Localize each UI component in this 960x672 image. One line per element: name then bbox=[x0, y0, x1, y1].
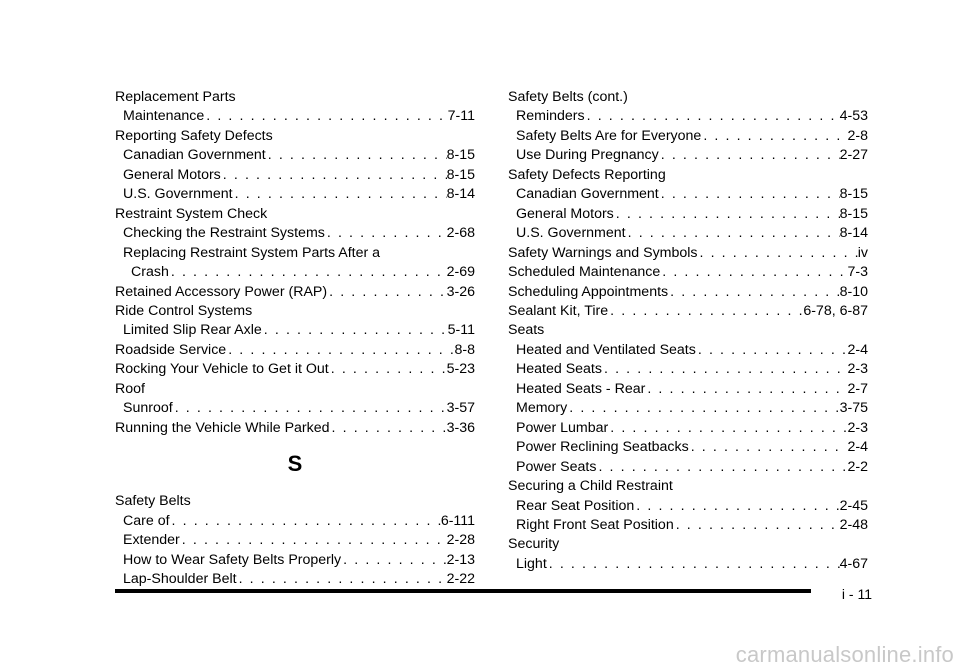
index-line bbox=[115, 360, 475, 379]
index-entry bbox=[115, 127, 475, 205]
index-line bbox=[508, 146, 868, 165]
index-line bbox=[115, 283, 475, 302]
dot-leader bbox=[585, 107, 840, 126]
index-line bbox=[508, 205, 868, 224]
index-label: Care of bbox=[123, 512, 170, 529]
dot-leader bbox=[180, 531, 447, 550]
index-label: Canadian Government bbox=[123, 147, 266, 164]
dot-leader bbox=[262, 321, 448, 340]
index-heading: Reporting Safety Defects bbox=[115, 127, 273, 144]
dot-leader bbox=[696, 341, 848, 360]
dot-leader bbox=[645, 380, 847, 399]
page-reference: 2-28 bbox=[446, 532, 475, 549]
section-letter: S bbox=[287, 451, 303, 477]
dot-leader bbox=[221, 166, 447, 185]
page-reference: 2-22 bbox=[446, 570, 475, 587]
index-label: Retained Accessory Power (RAP) bbox=[115, 283, 328, 300]
index-line bbox=[115, 419, 475, 438]
dot-leader bbox=[634, 497, 839, 516]
page-reference: 8-14 bbox=[839, 225, 868, 242]
page-reference: 4-67 bbox=[839, 555, 868, 572]
index-line bbox=[508, 263, 868, 282]
page-reference: 2-68 bbox=[446, 225, 475, 242]
dot-leader bbox=[674, 516, 840, 535]
index-line bbox=[508, 419, 868, 438]
index-line bbox=[508, 438, 868, 457]
page-reference: 2-8 bbox=[847, 127, 868, 144]
page-reference: 8-14 bbox=[446, 186, 475, 203]
index-entry bbox=[115, 419, 475, 438]
dot-leader bbox=[329, 360, 447, 379]
page-reference: 2-27 bbox=[839, 147, 868, 164]
index-line bbox=[115, 570, 475, 589]
index-label: U.S. Government bbox=[123, 186, 233, 203]
page-reference: 6-111 bbox=[440, 512, 475, 529]
index-label: U.S. Government bbox=[516, 225, 626, 242]
dot-leader bbox=[173, 399, 447, 418]
dot-leader bbox=[341, 551, 446, 570]
index-line bbox=[508, 302, 868, 321]
page-reference: 2-45 bbox=[839, 497, 868, 514]
index-entry bbox=[508, 535, 868, 574]
index-label: Reminders bbox=[516, 108, 585, 125]
index-line bbox=[115, 512, 475, 531]
index-label: Extender bbox=[123, 532, 180, 549]
index-heading: Safety Belts (cont.) bbox=[508, 89, 628, 105]
index-line bbox=[508, 497, 868, 516]
dot-leader bbox=[608, 302, 803, 321]
page-reference: 3-26 bbox=[446, 283, 475, 300]
index-line bbox=[115, 166, 475, 185]
index-heading: Roof bbox=[115, 380, 145, 397]
index-line bbox=[508, 244, 868, 263]
index-entry bbox=[115, 302, 475, 341]
page-reference: iv bbox=[857, 244, 868, 261]
index-line bbox=[508, 185, 868, 204]
page-reference: 2-13 bbox=[446, 551, 475, 568]
index-line bbox=[508, 127, 868, 146]
index-label: Sunroof bbox=[123, 400, 173, 417]
page-reference: 8-15 bbox=[446, 166, 475, 183]
index-label: General Motors bbox=[516, 205, 614, 222]
dot-leader bbox=[330, 419, 447, 438]
index-entry bbox=[508, 477, 868, 535]
index-label: General Motors bbox=[123, 166, 221, 183]
index-line bbox=[115, 321, 475, 340]
index-label: Memory bbox=[516, 400, 568, 417]
page-reference: 2-48 bbox=[839, 516, 868, 533]
dot-leader bbox=[266, 146, 447, 165]
footer-rule bbox=[115, 589, 811, 593]
index-entry bbox=[508, 88, 868, 166]
page-number: i - 11 bbox=[841, 586, 872, 602]
index-label: Scheduled Maintenance bbox=[508, 264, 661, 281]
dot-leader bbox=[237, 570, 447, 589]
index-label: Power Seats bbox=[516, 458, 597, 475]
index-label: Use During Pregnancy bbox=[516, 147, 659, 164]
index-line bbox=[115, 263, 475, 282]
index-line bbox=[508, 341, 868, 360]
dot-leader bbox=[626, 224, 840, 243]
index-heading: Securing a Child Restraint bbox=[508, 478, 673, 495]
page-reference: 5-23 bbox=[446, 361, 475, 378]
index-label: Safety Warnings and Symbols bbox=[508, 244, 698, 261]
page-reference: 2-3 bbox=[847, 361, 868, 378]
page-reference: 2-4 bbox=[847, 439, 868, 456]
index-label: Light bbox=[516, 555, 547, 572]
index-heading: Security bbox=[508, 536, 560, 553]
index-line bbox=[508, 399, 868, 418]
index-line bbox=[115, 146, 475, 165]
dot-leader bbox=[602, 360, 848, 379]
index-label: Power Lumbar bbox=[516, 419, 609, 436]
index-entry bbox=[115, 341, 475, 360]
index-line bbox=[508, 380, 868, 399]
dot-leader bbox=[698, 244, 858, 263]
watermark: carmanualsonline.info bbox=[735, 642, 954, 667]
page-reference: 5-11 bbox=[447, 322, 475, 339]
index-label: Checking the Restraint Systems bbox=[123, 225, 325, 242]
index-label: Roadside Service bbox=[115, 341, 227, 358]
dot-leader bbox=[701, 127, 847, 146]
index-label: Power Reclining Seatbacks bbox=[516, 439, 689, 456]
page-reference: 2-3 bbox=[847, 419, 868, 436]
index-entry bbox=[508, 166, 868, 244]
page-reference: 7-11 bbox=[447, 108, 475, 125]
index-line bbox=[508, 224, 868, 243]
index-label: Sealant Kit, Tire bbox=[508, 302, 609, 319]
index-line bbox=[508, 516, 868, 535]
index-heading: Ride Control Systems bbox=[115, 302, 253, 319]
page-reference: 4-53 bbox=[839, 108, 868, 125]
index-label: Right Front Seat Position bbox=[516, 516, 674, 533]
index-entry bbox=[508, 302, 868, 321]
index-entry bbox=[508, 263, 868, 282]
index-heading: Replacement Parts bbox=[115, 89, 236, 105]
dot-leader bbox=[169, 263, 447, 282]
dot-leader bbox=[608, 419, 847, 438]
dot-leader bbox=[614, 205, 840, 224]
page-reference: 6-78, 6-87 bbox=[803, 302, 868, 319]
index-entry bbox=[508, 321, 868, 477]
index-line bbox=[115, 341, 475, 360]
page-reference: 7-3 bbox=[847, 264, 868, 281]
dot-leader bbox=[659, 185, 840, 204]
dot-leader bbox=[170, 512, 441, 531]
page-reference: 3-36 bbox=[446, 419, 475, 436]
index-line bbox=[115, 224, 475, 243]
dot-leader bbox=[233, 185, 447, 204]
index-line bbox=[115, 107, 475, 126]
index-line bbox=[508, 360, 868, 379]
index-label: Scheduling Appointments bbox=[508, 283, 669, 300]
index-heading: Restraint System Check bbox=[115, 205, 268, 222]
dot-leader bbox=[325, 224, 447, 243]
index-heading: Seats bbox=[508, 322, 545, 339]
index-entry bbox=[115, 360, 475, 379]
index-label: Crash bbox=[131, 264, 169, 281]
page-reference: 8-15 bbox=[446, 147, 475, 164]
page-reference: 8-10 bbox=[839, 283, 868, 300]
index-label: Maintenance bbox=[123, 108, 205, 125]
index-label: Limited Slip Rear Axle bbox=[123, 322, 262, 339]
index-entry bbox=[508, 283, 868, 302]
index-label: How to Wear Safety Belts Properly bbox=[123, 551, 342, 568]
page-reference: 2-69 bbox=[446, 264, 475, 281]
page-reference: 3-75 bbox=[839, 400, 868, 417]
dot-leader bbox=[689, 438, 848, 457]
index-line bbox=[508, 107, 868, 126]
index-label: Safety Belts Are for Everyone bbox=[516, 127, 702, 144]
index-label: Rear Seat Position bbox=[516, 497, 635, 514]
dot-leader bbox=[659, 146, 840, 165]
index-entry bbox=[508, 244, 868, 263]
index-line bbox=[508, 555, 868, 574]
page-reference: 2-2 bbox=[847, 458, 868, 475]
dot-leader bbox=[567, 399, 839, 418]
index-entry bbox=[115, 88, 475, 127]
index-heading: Safety Belts bbox=[115, 493, 191, 510]
page-reference: 3-57 bbox=[446, 400, 475, 417]
index-label: Heated and Ventilated Seats bbox=[516, 341, 696, 358]
index-entry bbox=[115, 380, 475, 419]
index-label: Canadian Government bbox=[516, 186, 659, 203]
index-subheading: Replacing Restraint System Parts After a bbox=[123, 244, 381, 261]
dot-leader bbox=[204, 107, 447, 126]
dot-leader bbox=[668, 283, 839, 302]
index-column-left bbox=[115, 88, 475, 589]
index-line bbox=[115, 531, 475, 550]
page-reference: 2-7 bbox=[847, 380, 868, 397]
page-reference: 8-15 bbox=[839, 205, 868, 222]
dot-leader bbox=[547, 555, 840, 574]
index-line bbox=[508, 283, 868, 302]
index-heading: Safety Defects Reporting bbox=[508, 166, 666, 183]
dot-leader bbox=[596, 458, 847, 477]
page-reference: 2-4 bbox=[847, 341, 868, 358]
index-label: Lap-Shoulder Belt bbox=[123, 570, 237, 587]
index-line bbox=[115, 185, 475, 204]
index-line bbox=[115, 551, 475, 570]
dot-leader bbox=[660, 263, 847, 282]
page-reference: 8-15 bbox=[839, 186, 868, 203]
index-line bbox=[115, 399, 475, 418]
page-reference: 8-8 bbox=[454, 341, 475, 358]
dot-leader bbox=[226, 341, 454, 360]
index-entry bbox=[115, 492, 475, 589]
index-column-right bbox=[508, 88, 868, 574]
index-label: Heated Seats - Rear bbox=[516, 380, 646, 397]
index-entry bbox=[115, 205, 475, 283]
index-line bbox=[508, 458, 868, 477]
index-entry bbox=[115, 283, 475, 302]
dot-leader bbox=[327, 283, 446, 302]
index-label: Running the Vehicle While Parked bbox=[115, 419, 330, 436]
index-label: Heated Seats bbox=[516, 361, 602, 378]
index-label: Rocking Your Vehicle to Get it Out bbox=[115, 361, 329, 378]
